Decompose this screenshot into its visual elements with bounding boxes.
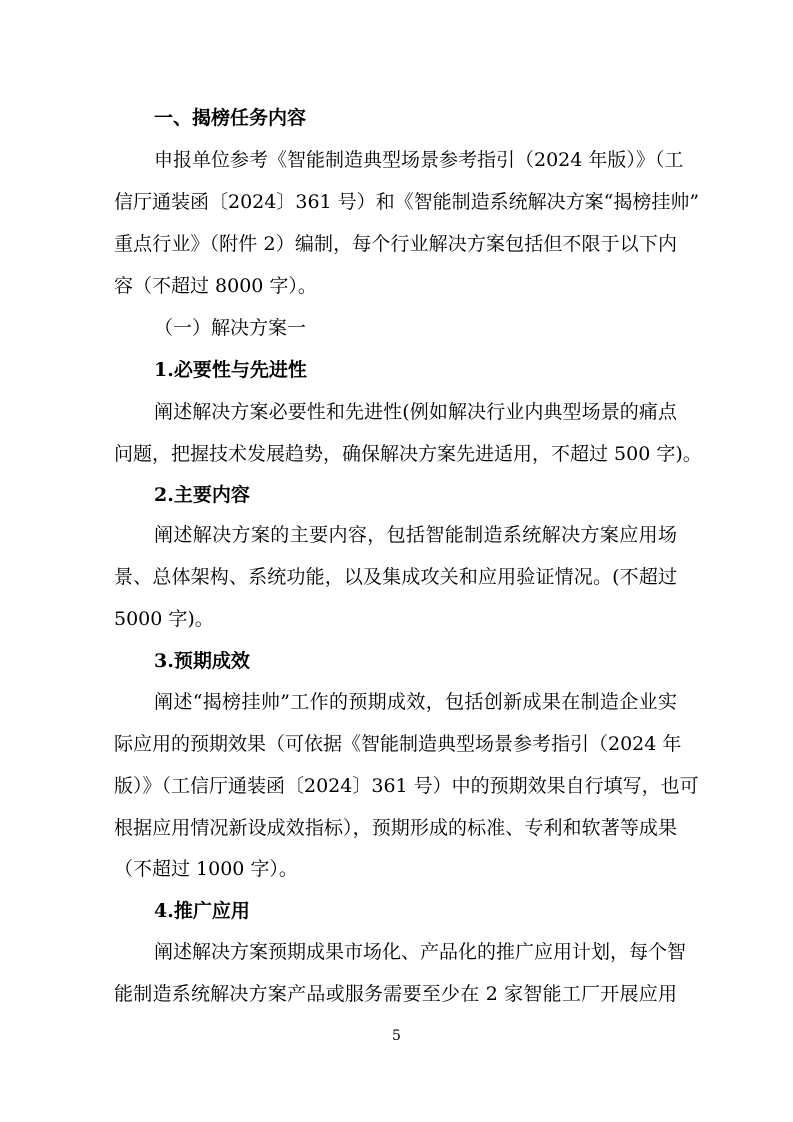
item2-line-3: 5000 字)。 — [114, 608, 214, 630]
item3-line-5: （不超过 1000 字）。 — [114, 858, 298, 880]
intro-line-4: 容（不超过 8000 字）。 — [114, 275, 317, 297]
item4-line-1: 阐述解决方案预期成果市场化、产品化的推广应用计划，每个智 — [154, 941, 687, 963]
page-number: 5 — [392, 1028, 401, 1044]
intro-line-2: 信厅通装函〔2024〕361 号）和《智能制造系统解决方案“揭榜挂帅” — [114, 191, 700, 213]
item3-line-1: 阐述“揭榜挂帅”工作的预期成效，包括创新成果在制造企业实 — [154, 691, 677, 713]
section-heading: 一、揭榜任务内容 — [154, 107, 307, 129]
item2-line-1: 阐述解决方案的主要内容，包括智能制造系统解决方案应用场 — [154, 524, 677, 546]
item1-title: 1.必要性与先进性 — [154, 359, 307, 381]
item2-title: 2.主要内容 — [154, 484, 250, 506]
item3-title: 3.预期成效 — [154, 650, 250, 672]
item3-line-3: 版）》（工信厅通装函〔2024〕361 号）中的预期效果自行填写，也可 — [114, 775, 699, 797]
item3-line-4: 根据应用情况新设成效指标），预期形成的标准、专利和软著等成果 — [114, 817, 677, 839]
item1-line-1: 阐述解决方案必要性和先进性(例如解决行业内典型场景的痛点 — [154, 401, 677, 423]
subsection-heading: （一）解决方案一 — [154, 317, 307, 339]
item1-line-2: 问题，把握技术发展趋势，确保解决方案先进适用，不超过 500 字)。 — [114, 443, 702, 465]
item2-line-2: 景、总体架构、系统功能，以及集成攻关和应用验证情况。(不超过 — [114, 566, 677, 588]
item4-line-2: 能制造系统解决方案产品或服务需要至少在 2 家智能工厂开展应用 — [114, 983, 677, 1005]
intro-line-3: 重点行业》（附件 2）编制，每个行业解决方案包括但不限于以下内 — [114, 233, 677, 255]
intro-line-1: 申报单位参考《智能制造典型场景参考指引（2024 年版）》（工 — [154, 149, 684, 171]
item4-title: 4.推广应用 — [154, 900, 250, 922]
item3-line-2: 际应用的预期效果（可依据《智能制造典型场景参考指引（2024 年 — [114, 733, 682, 755]
